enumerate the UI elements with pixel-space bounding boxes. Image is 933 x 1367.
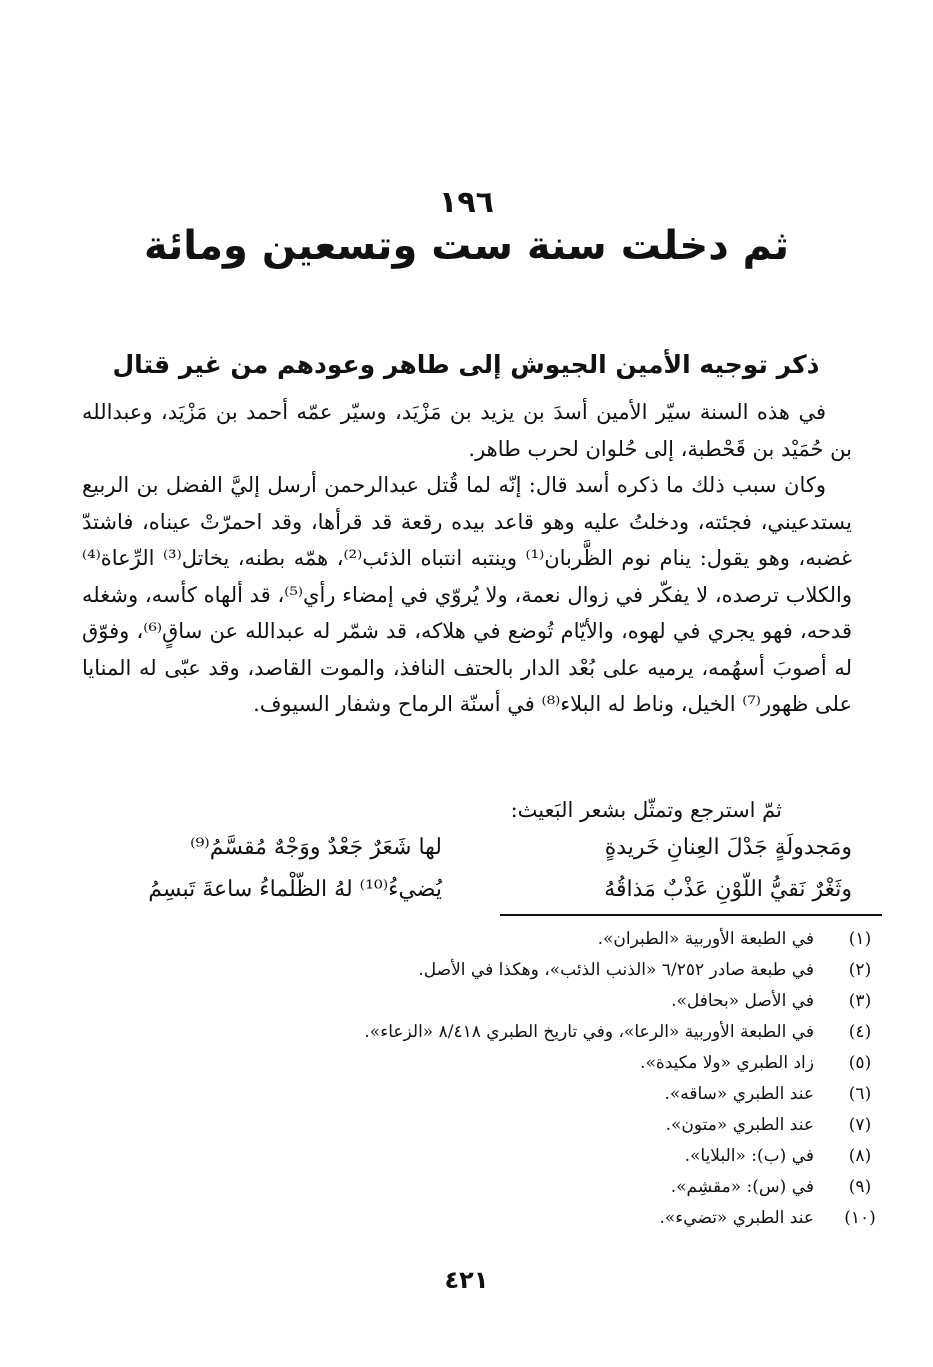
footnote-number: (٥) xyxy=(848,1053,872,1073)
footnote xyxy=(82,1110,884,1141)
verse-second-hemistich: يُضيءُ⁽¹⁰⁾ لهُ الظّلْماءُ ساعةَ تَبسِمُ xyxy=(148,877,442,902)
footnote xyxy=(82,986,884,1017)
verse-first-hemistich: وثَغْرٌ نَقيُّ اللّوْنِ عَذْبٌ مَذاقُهُ xyxy=(604,877,852,902)
footnote-text: في الطبعة الأوربية «الرعا»، وفي تاريخ الطبري ٨/٤١٨ «الزعاء». xyxy=(364,1022,814,1042)
footnote-number: (٧) xyxy=(848,1115,872,1135)
body-text xyxy=(82,394,852,723)
verse-second-hemistich: لها شَعَرٌ جَعْدٌ ووَجْهٌ مُقسَّمُ⁽⁹⁾ xyxy=(190,835,442,860)
poem-intro: ثمّ استرجع وتمثّل بشعر البَعيث: xyxy=(510,798,782,822)
footnote-number: (٩) xyxy=(848,1177,872,1197)
footnote-number: (٤) xyxy=(848,1022,872,1042)
footnote-number: (٢) xyxy=(848,960,872,980)
footnote-number: (٦) xyxy=(848,1084,872,1104)
paragraph: في هذه السنة سيّر الأمين أسدَ بن يزيد بن مَزْيَد، وسيّر عمّه أحمد بن مَزْيَد، وعبدالله بن حُمَيْد بن قَحْطبة، إلى حُلوان لحرب طاهر. xyxy=(82,400,852,461)
footnote-text: في (س): «مقشِم». xyxy=(670,1177,814,1197)
footnote xyxy=(82,1203,884,1234)
footnote-text: في الأصل «بحافل». xyxy=(671,991,814,1011)
footnotes xyxy=(82,924,884,1234)
footnote-text: في (ب): «البلايا». xyxy=(684,1146,814,1166)
verse-first-hemistich: ومَجدولَةٍ جَدْلَ العِنانِ خَريدةٍ xyxy=(604,835,852,860)
footnote-number: (٨) xyxy=(848,1146,872,1166)
footnote xyxy=(82,1017,884,1048)
footnote-text: عند الطبري «تضيء». xyxy=(659,1208,814,1228)
page-number: ٤٢١ xyxy=(444,1266,489,1294)
year-heading: ١٩٦ xyxy=(439,185,494,220)
footnote xyxy=(82,924,884,955)
footnote-number: (١٠) xyxy=(844,1208,876,1228)
footnote xyxy=(82,1048,884,1079)
footnote-number: (١) xyxy=(848,929,872,949)
footnote-number: (٣) xyxy=(848,991,872,1011)
footnote-text: عند الطبري «ساقه». xyxy=(664,1084,814,1104)
footnote xyxy=(82,1172,884,1203)
footnote xyxy=(82,1141,884,1172)
poem-verse xyxy=(82,870,852,910)
chapter-title: ثم دخلت سنة ست وتسعين ومائة xyxy=(143,223,790,269)
footnote-separator xyxy=(500,914,882,916)
section-heading: ذكر توجيه الأمين الجيوش إلى طاهر وعودهم من غير قتال xyxy=(112,350,820,379)
footnote-text: في طبعة صادر ٦/٢٥٢ «الذنب الذئب»، وهكذا في الأصل. xyxy=(418,960,814,980)
footnote-text: في الطبعة الأوربية «الطبران». xyxy=(597,929,814,949)
poem-verse xyxy=(82,828,852,868)
footnote xyxy=(82,1079,884,1110)
footnote-text: زاد الطبري «ولا مكيدة». xyxy=(640,1053,814,1073)
paragraph: وكان سبب ذلك ما ذكره أسد قال: إنّه لما قُتل عبدالرحمن أرسل إليَّ الفضل بن الربيع يستدعيني، فجئته، ودخلتُ عليه وهو قاعد بيده رقعة قد قرأها، وقد احمرّتْ عيناه، فاشتدّ غضبه، وهو يقول: ينام نوم الظَّربان⁽¹⁾ وينتبه انتباه الذئب⁽²⁾، همّه بطنه، يخاتل⁽³⁾ الرِّعاة⁽⁴⁾ والكلاب ترصده، لا يفكّر في زوال نعمة، ولا يُروّي في إمضاء رأي⁽⁵⁾، قد ألهاه كأسه، وشغله قدحه، فهو يجري في لهوه، والأيّام تُوضع في هلاكه، قد شمّر له عبدالله عن ساقٍ⁽⁶⁾، وفوّق له أصوبَ أسهُمه، يرميه على بُعْد الدار بالحتف النافذ، والموت القاصد، وقد عبّى له المنايا على ظهور⁽⁷⁾ الخيل، وناط له البلاء⁽⁸⁾ في أسنّة الرماح وشفار السيوف. xyxy=(82,473,852,716)
footnote-text: عند الطبري «متون». xyxy=(665,1115,814,1135)
footnote xyxy=(82,955,884,986)
